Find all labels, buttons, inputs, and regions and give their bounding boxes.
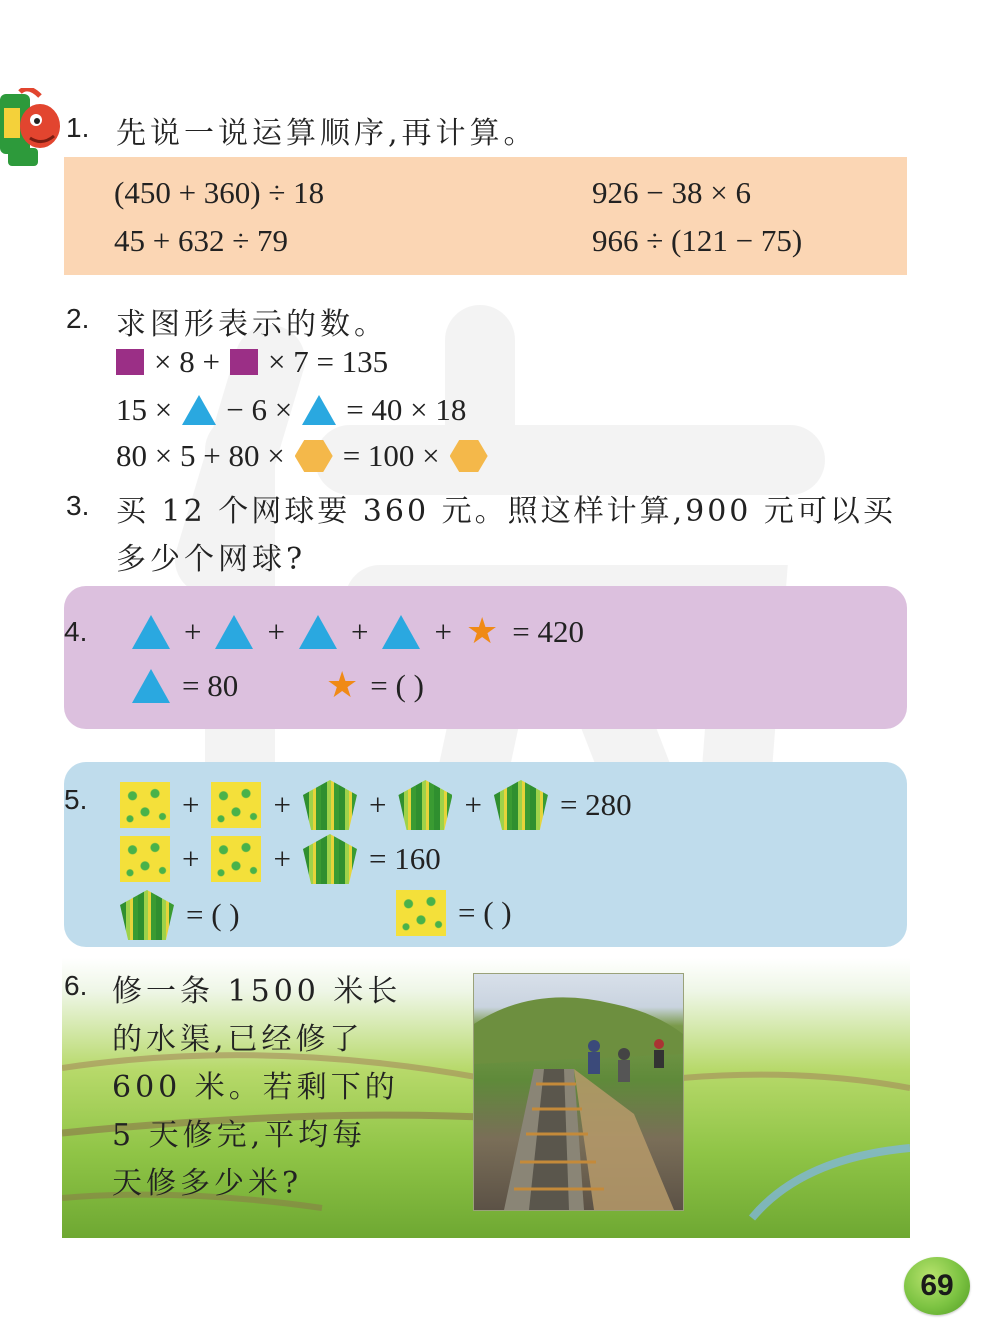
q1-number: 1. <box>66 112 90 143</box>
page-number-badge <box>904 1257 970 1315</box>
q2-equation-1: × 8 + × 7 = 135 <box>116 344 388 380</box>
mascot-icon <box>0 88 64 170</box>
green-pentagon-icon <box>398 780 452 830</box>
q1-title: 先说一说运算顺序,再计算。 <box>116 116 538 151</box>
q2-equation-2: 15 × − 6 × = 40 × 18 <box>116 392 467 427</box>
orange-star-icon: ★ <box>465 611 499 652</box>
q3-line-1: 买 12 个网球要 360 元。照这样计算,900 元可以买 <box>116 494 896 529</box>
orange-hexagon-icon <box>450 440 488 472</box>
q4-equation-2: = 80 <box>132 668 238 704</box>
blue-triangle-icon <box>302 395 336 425</box>
blue-triangle-icon <box>182 395 216 425</box>
q1-expr-4: 966 ÷ (121 − 75) <box>592 223 803 258</box>
q1-expr-3: 45 + 632 ÷ 79 <box>114 223 288 258</box>
purple-square-icon <box>116 349 144 375</box>
orange-star-icon: ★ <box>326 665 359 706</box>
green-pentagon-icon <box>120 890 174 940</box>
q5-equation-4: = ( ) <box>396 890 512 936</box>
yellow-square-icon <box>211 782 261 828</box>
q6-line-4: 5 天修完,平均每 <box>112 1118 367 1153</box>
q4-equation-3: ★ = ( ) <box>326 665 424 706</box>
q3-number: 3. <box>66 490 90 521</box>
q5-panel <box>64 762 907 947</box>
yellow-square-icon <box>211 836 261 882</box>
q1-expr-2: 926 − 38 × 6 <box>592 175 751 210</box>
orange-hexagon-icon <box>295 440 333 472</box>
q5-equation-2: + + = 160 <box>120 834 441 884</box>
green-pentagon-icon <box>303 834 357 884</box>
q5-number: 5. <box>64 784 88 815</box>
q6-line-1: 修一条 1500 米长 <box>112 974 402 1009</box>
q6-line-2: 的水渠,已经修了 <box>112 1022 364 1057</box>
q1-expression-panel <box>64 157 907 275</box>
purple-square-icon <box>230 349 258 375</box>
q3-line-2: 多少个网球? <box>116 542 307 577</box>
q1-expr-1: (450 + 360) ÷ 18 <box>114 175 325 210</box>
q2-title: 求图形表示的数。 <box>116 307 388 342</box>
green-pentagon-icon <box>303 780 357 830</box>
q6-line-5: 天修多少米? <box>112 1166 303 1201</box>
q5-equation-3: = ( ) <box>120 890 240 940</box>
green-pentagon-icon <box>494 780 548 830</box>
q2-equation-3: 80 × 5 + 80 × = 100 × <box>116 438 488 474</box>
q4-equation-1: + + + + ★ = 420 <box>132 614 584 650</box>
yellow-square-icon <box>120 836 170 882</box>
q5-equation-1: + + + + = 280 <box>120 780 632 830</box>
blue-triangle-icon <box>132 669 170 703</box>
blue-triangle-icon <box>215 615 253 649</box>
blue-triangle-icon <box>299 615 337 649</box>
blue-triangle-icon <box>382 615 420 649</box>
q4-panel <box>64 586 907 729</box>
yellow-square-icon <box>396 890 446 936</box>
q2-number: 2. <box>66 303 90 334</box>
blue-triangle-icon <box>132 615 170 649</box>
q4-number: 4. <box>64 616 88 647</box>
q6-number: 6. <box>64 970 88 1001</box>
page-number: 69 <box>920 1269 954 1302</box>
q6-line-3: 600 米。若剩下的 <box>112 1070 399 1105</box>
yellow-square-icon <box>120 782 170 828</box>
canal-photo <box>473 973 684 1211</box>
